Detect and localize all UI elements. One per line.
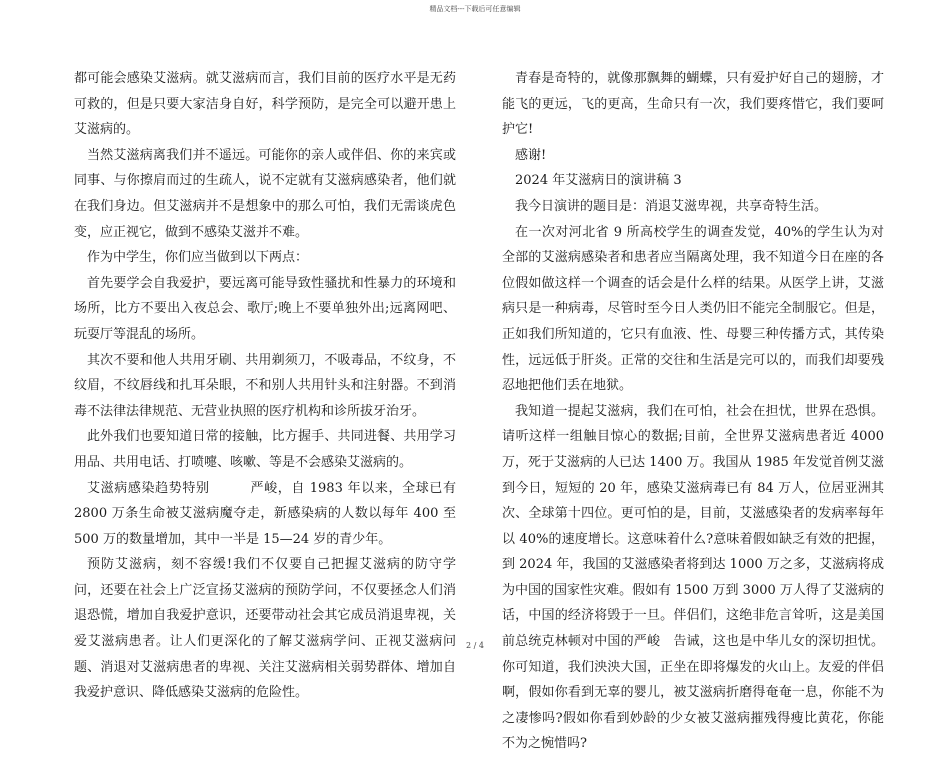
paragraph: 预防艾滋病，刻不容缓!我们不仅要自己把握艾滋病的防守学问，还要在社会上广泛宣扬艾滋病的预防学问，不仅要拯念人们消退恐慌，增加自我爱护意识，还要带动社会其它成员消退卑视，关爱艾滋病患者。让人们更深化的了解艾滋病学问、正视艾滋病问题、消退对艾滋病患者的卑视、关注艾滋病相关弱势群体、增加自我爱护意识、降低感染艾滋病的危险性。	[74, 557, 456, 701]
paragraph: 感谢!	[515, 147, 547, 163]
paragraph: 青春是奇特的，就像那飘舞的蝴蝶，只有爱护好自己的翅膀，才能飞的更远，飞的更高，生命只有一次，我们要疼惜它，我们要呵护它!	[502, 71, 884, 138]
paragraph: 当然艾滋病离我们并不遥远。可能你的亲人或伴侣、你的来宾或同事、与你擦肩而过的生疏人，说不定就有艾滋病感染者，他们就在我们身边。但艾滋病并不是想象中的那么可怕，我们无需谈虎色变，应正视它，做到不感染艾滋并不难。	[74, 147, 456, 240]
page-header: 精品文档---下载后可任意编辑	[429, 5, 521, 13]
paragraph: 都可能会感染艾滋病。就艾滋病而言，我们目前的医疗水平是无药可救的，但是只要大家洁身自好，科学预防，是完全可以避开患上艾滋病的。	[74, 71, 456, 138]
paragraph: 在一次对河北省 9 所高校学生的调查发觉，40%的学生认为对全部的艾滋病感染者和患者应当隔离处理，我不知道今日在座的各位假如做这样一个调查的话会是什么样的结果。从医学上讲，艾滋病只是一种病毒，尽管时至今日人类仍旧不能完全制服它。但是，正如我们所知道的，它只有血液、性、母婴三种传播方式，其传染性，远远低于肝炎。正常的交往和生活是完可以的，而我们却要残忍地把他们丢在地狱。	[502, 224, 884, 394]
paragraph: 首先要学会自我爱护，要远离可能导致性骚扰和性暴力的环境和场所，比方不要出入夜总会、歌厅;晚上不要单独外出;远离网吧、玩耍厅等混乱的场所。	[74, 275, 456, 342]
paragraph: 我今日演讲的题目是：消退艾滋卑视，共享奇特生活。	[515, 198, 828, 214]
right-column	[502, 66, 884, 757]
section-title: 2024 年艾滋病日的演讲稿 3	[515, 173, 682, 189]
paragraph: 艾滋病感染趋势特别 严峻，自 1983 年以来，全球已有 2800 万条生命被艾滋病魔夺走，新感染病的人数以每年 400 至 500 万的数量增加，其中一半是 15—24 岁的青少年。	[74, 480, 456, 547]
paragraph: 此外我们也要知道日常的接触，比方握手、共同进餐、共用学习用品、共用电话、打喷嚏、咳嗽、等是不会感染艾滋病的。	[74, 429, 456, 470]
left-column	[74, 66, 456, 706]
paragraph: 我知道一提起艾滋病，我们在可怕，社会在担忧，世界在恐惧。请听这样一组触目惊心的数据;目前，全世界艾滋病患者近 4000 万，死于艾滋病的人已达 1400 万。我国从 1985 年发觉首例艾滋到今日，短短的 20 年，感染艾滋病毒已有 84 万人，位居亚洲其次、全球第十四位。更可怕的是，目前，艾滋感染者的发病率每年以 40%的速度增长。这意味着什么?意味着假如缺乏有效的把握，到 2024 年，我国的艾滋感染者将到达 1000 万之多，艾滋病将成为中国的国家性灾难。假如有 1500 万到 3000 万人得了艾滋病的话，中国的经济将毁于一旦。伴侣们，这绝非危言耸听，这是美国前总统克林顿对中国的严峻 告诫，这也是中华儿女的深切担忧。你可知道，我们泱泱大国，正坐在即将爆发的火山上。友爱的伴侣啊，假如你看到无辜的婴儿，被艾滋病折磨得奄奄一息，你能不为之凄惨吗?假如你看到妙龄的少女被艾滋病摧残得瘦比黄花，你能不为之惋惜吗?	[502, 403, 884, 752]
page-number: 2 / 4	[466, 641, 484, 650]
paragraph: 其次不要和他人共用牙刷、共用剃须刀，不吸毒品，不纹身，不纹眉，不纹唇线和扎耳朵眼，不和别人共用针头和注射器。不到消毒不法律法律规范、无营业执照的医疗机构和诊所拔牙治牙。	[74, 352, 456, 419]
paragraph: 作为中学生，你们应当做到以下两点：	[87, 250, 309, 266]
